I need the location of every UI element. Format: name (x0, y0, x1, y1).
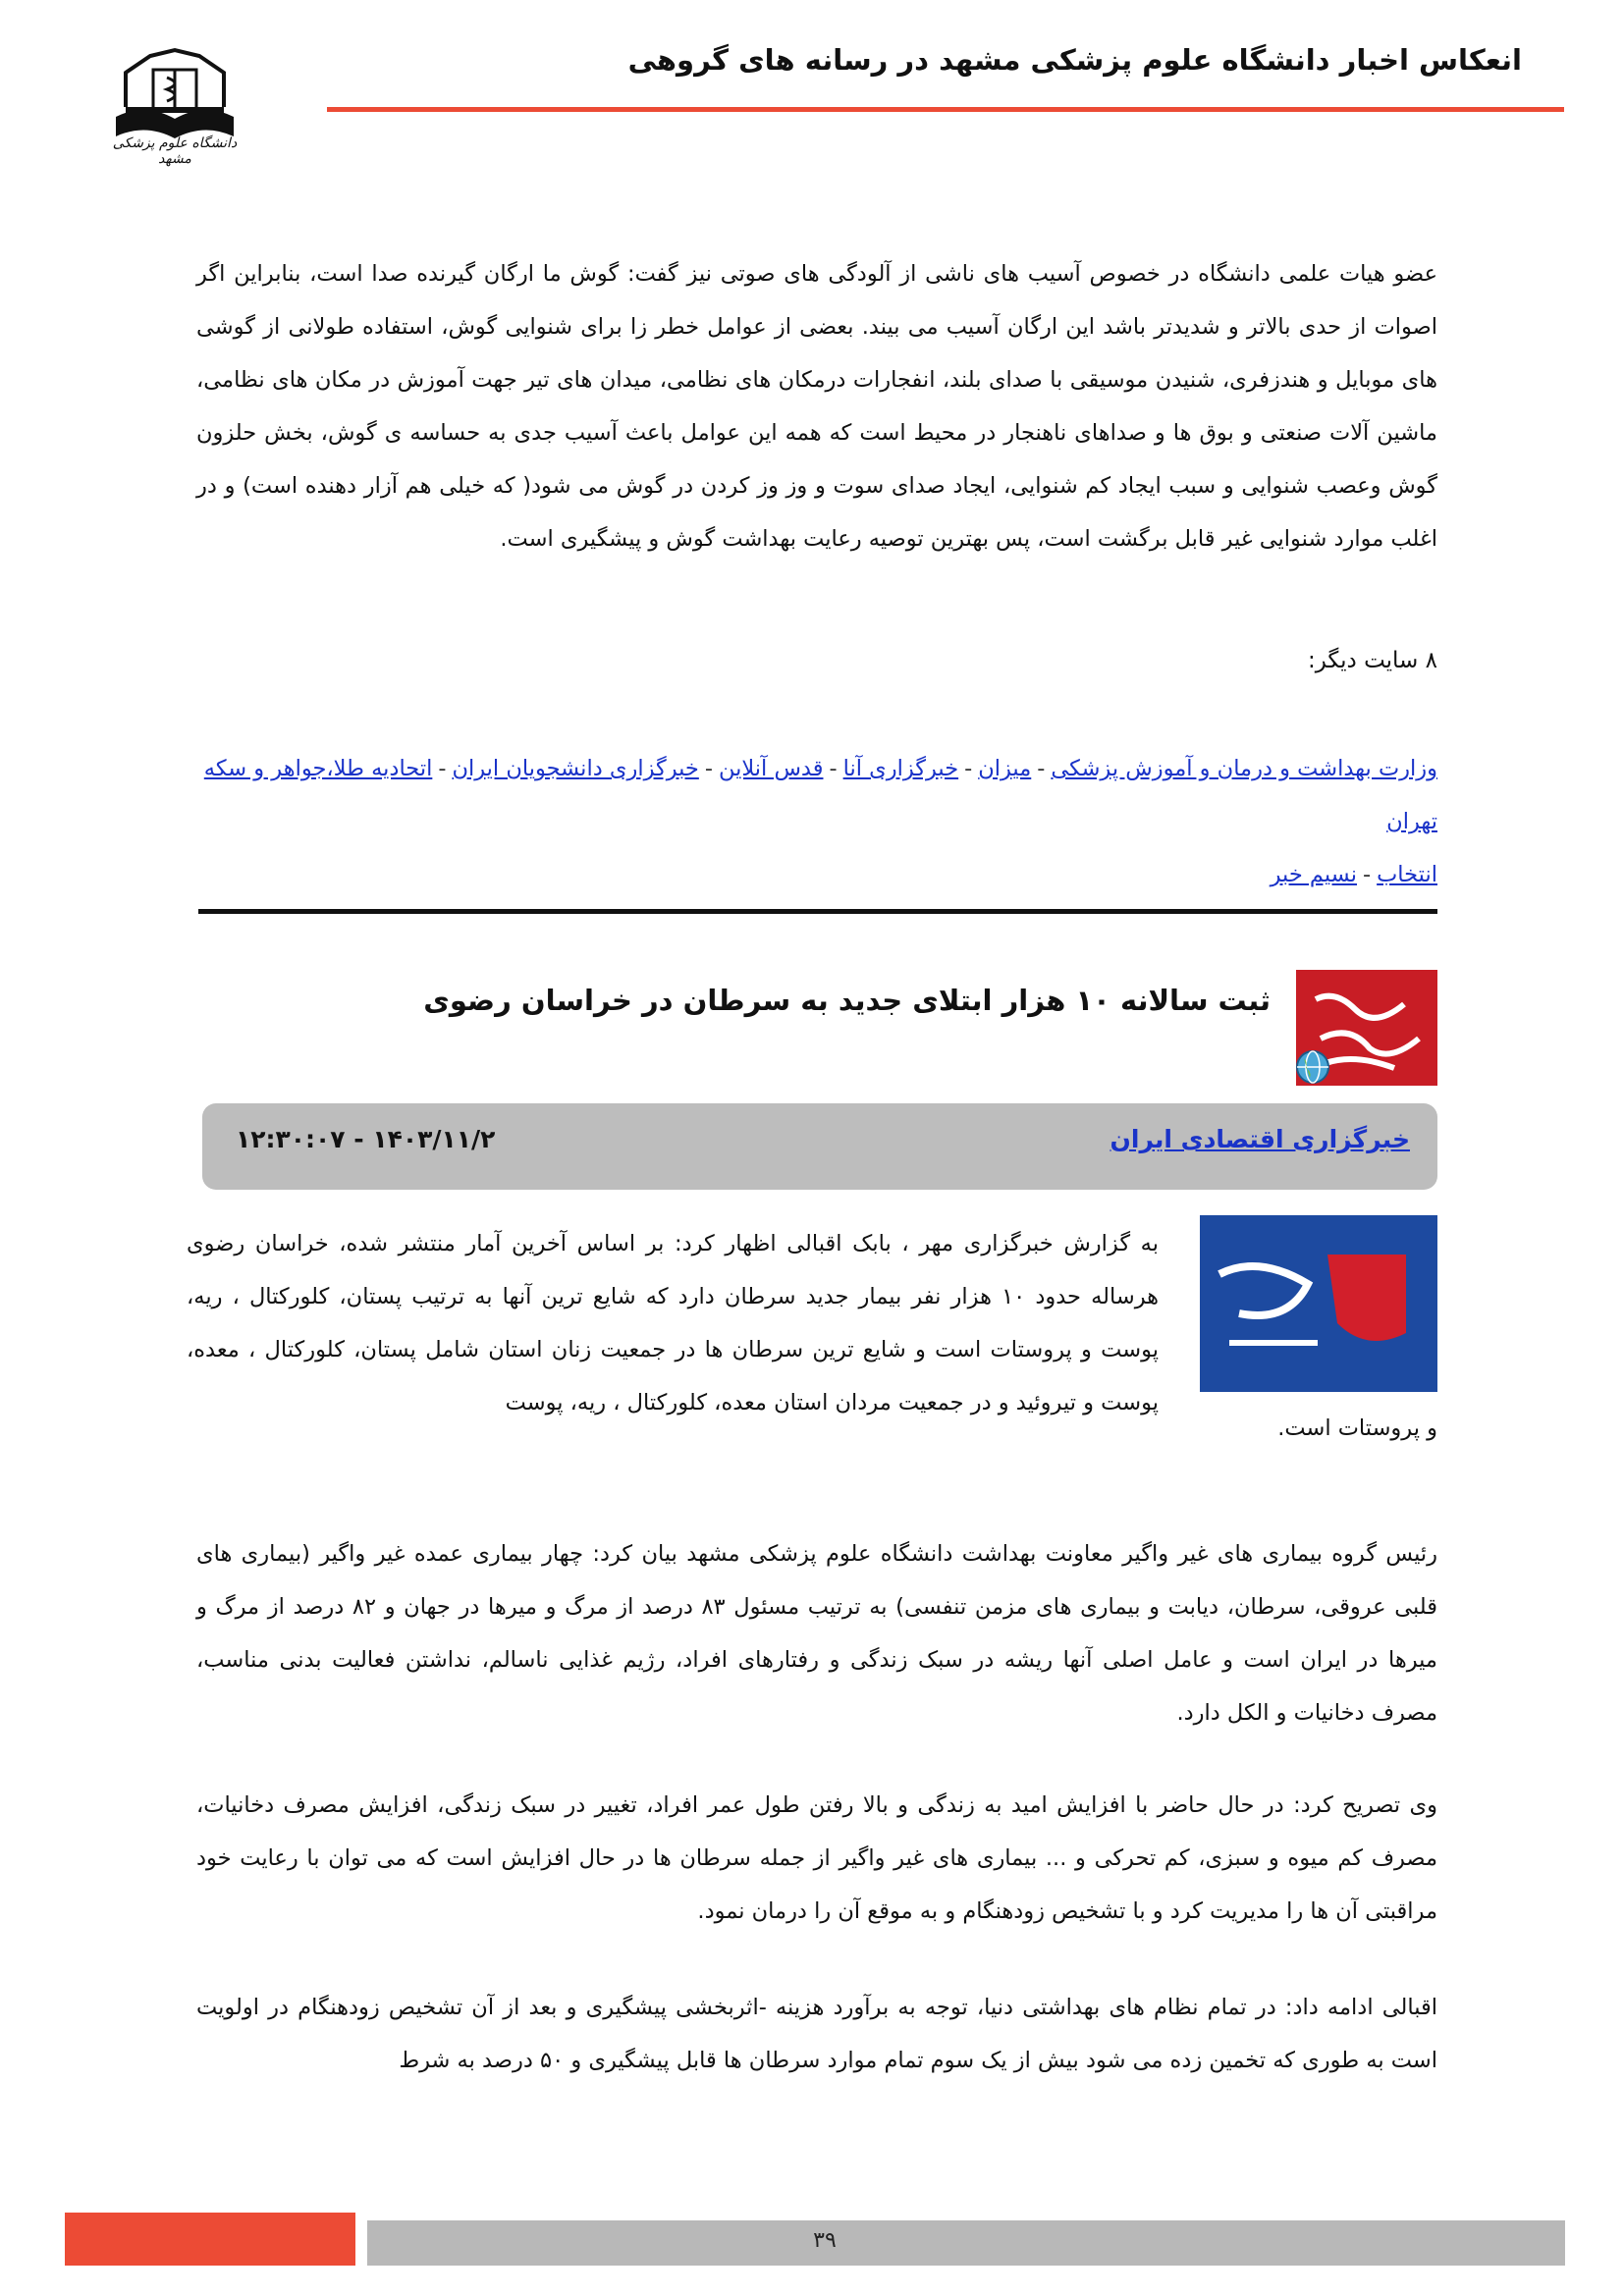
footer-accent-bar (65, 2213, 355, 2266)
news-paragraph: رئیس گروه بیماری های غیر واگیر معاونت بهداشت دانشگاه علوم پزشکی مشهد بیان کرد: چهار بیماری عمده غیر واگیر (بیماری های قلبی عروقی، سرطان، دیابت و بیماری های مزمن تنفسی) به ترتیب مسئول ۸۳ درصد از مرگ و میرها در جهان و ۸۲ درصد از مرگ و میرها در ایران است و عامل اصلی آنها ریشه در سبک زندگی و رفتارهای افراد، رژیم غذایی ناسالم، نداشتن فعالیت بدنی مناسب، مصرف دخانیات و الکل دارد. (196, 1541, 1437, 1726)
link-separator: - (1037, 756, 1046, 781)
site-link[interactable]: خبرگزاری آنا (842, 756, 959, 781)
link-separator: - (964, 756, 973, 781)
logo-caption: دانشگاه علوم پزشکی مشهد (112, 135, 238, 167)
site-link[interactable]: میزان (978, 756, 1032, 781)
related-sites-links (196, 742, 1437, 901)
header-accent-rule (327, 107, 1564, 112)
publish-datetime: ۱۲:۳۰:۰۷ - ۱۴۰۳/۱۱/۲ (236, 1125, 496, 1153)
intro-paragraph: به گزارش خبرگزاری مهر ، بابک اقبالی اظهار کرد: بر اساس آخرین آمار منتشر شده، خراسان رضوی هرساله حدود ۱۰ هزار نفر بیمار جدید سرطان دارد که شایع ترین آنها به ترتیب پستان، کلورکتال ، ریه، پوست و پروستات است و شایع ترین سرطان ها در جمعیت زنان استان شامل پستان، کلورکتال ، معده، پوست و تیروئید و در جمعیت مردان استان معده، کلورکتال ، ریه، پوست (187, 1231, 1159, 1415)
news-headline: ثبت سالانه ۱۰ هزار ابتلای جدید به سرطان در خراسان رضوی (423, 984, 1271, 1017)
other-sites-label: ۸ سایت دیگر: (1307, 648, 1437, 673)
site-link[interactable]: اتحادیه طلا،جواهر و سکه تهران (203, 756, 1437, 834)
mehr-logo-icon (1200, 1215, 1437, 1392)
page-number: ۳۹ (813, 2228, 837, 2253)
site-link[interactable]: خبرگزاری دانشجویان ایران (452, 756, 699, 781)
site-link[interactable]: وزارت بهداشت و درمان و آموزش پزشکی (1051, 756, 1437, 781)
source-link[interactable]: خبرگزاری اقتصادی ایران (1110, 1125, 1410, 1153)
site-link[interactable]: قدس آنلاین (718, 756, 824, 781)
news-paragraph: اقبالی ادامه داد: در تمام نظام های بهداشتی دنیا، توجه به برآورد هزینه -اثربخشی پیشگیری و بعد از آن تشخیص زودهنگام در اولویت است به طوری که تخمین زده می شود بیش از یک سوم تمام موارد سرطان ها قابل پیشگیری و ۵۰ درصد به شرط (196, 1995, 1437, 2073)
site-link[interactable]: انتخاب (1377, 862, 1437, 887)
link-separator: - (1363, 862, 1372, 887)
globe-icon (1294, 1048, 1331, 1086)
site-link[interactable]: نسیم خبر (1270, 862, 1357, 887)
news-intro (187, 1217, 1159, 1429)
link-separator: - (438, 756, 447, 781)
intro-end: و پروستات است. (1277, 1415, 1437, 1441)
news-paragraph: وی تصریح کرد: در حال حاضر با افزایش امید به زندگی و بالا رفتن طول عمر افراد، تغییر در سبک زندگی، افزایش مصرف دخانیات، مصرف کم میوه و سبزی، کم تحرکی و ... بیماری های غیر واگیر از جمله سرطان ها در حال افزایش است که می توان با رعایت خود مراقبتی آن ها را مدیریت کرد و با تشخیص زودهنگام و به موقع آن را درمان نمود. (196, 1792, 1437, 1924)
mehr-agency-logo (1200, 1215, 1437, 1392)
source-bar (202, 1103, 1437, 1190)
article-paragraph: عضو هیات علمی دانشگاه در خصوص آسیب های ناشی از آلودگی های صوتی نیز گفت: گوش ما ارگان گیرنده صدا است، بنابراین اگر اصوات از حدی بالاتر و شدیدتر باشد این ارگان آسیب می بیند. بعضی از عوامل خطر زا برای شنوایی گوش، استفاده طولانی از گوشی های موبایل و هندزفری، شنیدن موسیقی با صدای بلند، انفجارات درمکان های نظامی، میدان های تیر جهت آموزش در مکان های نظامی، ماشین آلات صنعتی و بوق ها و صداهای ناهنجار در محیط است که همه این عوامل باعث آسیب جدی به حساسه ی گوش، بخش حلزون گوش وعصب شنوایی و سبب ایجاد کم شنوایی، ایجاد صدای سوت و وز وز کردن در گوش می شود( که خیلی هم آزار دهنده است) و در اغلب موارد شنوایی غیر قابل برگشت است، پس بهترین توصیه رعایت بهداشت گوش و پیشگیری است. (196, 261, 1437, 552)
page-title: انعکاس اخبار دانشگاه علوم پزشکی مشهد در رسانه های گروهی (627, 43, 1522, 77)
footer-bar (367, 2220, 1565, 2266)
link-separator: - (704, 756, 713, 781)
section-divider (198, 909, 1437, 914)
link-separator: - (829, 756, 838, 781)
